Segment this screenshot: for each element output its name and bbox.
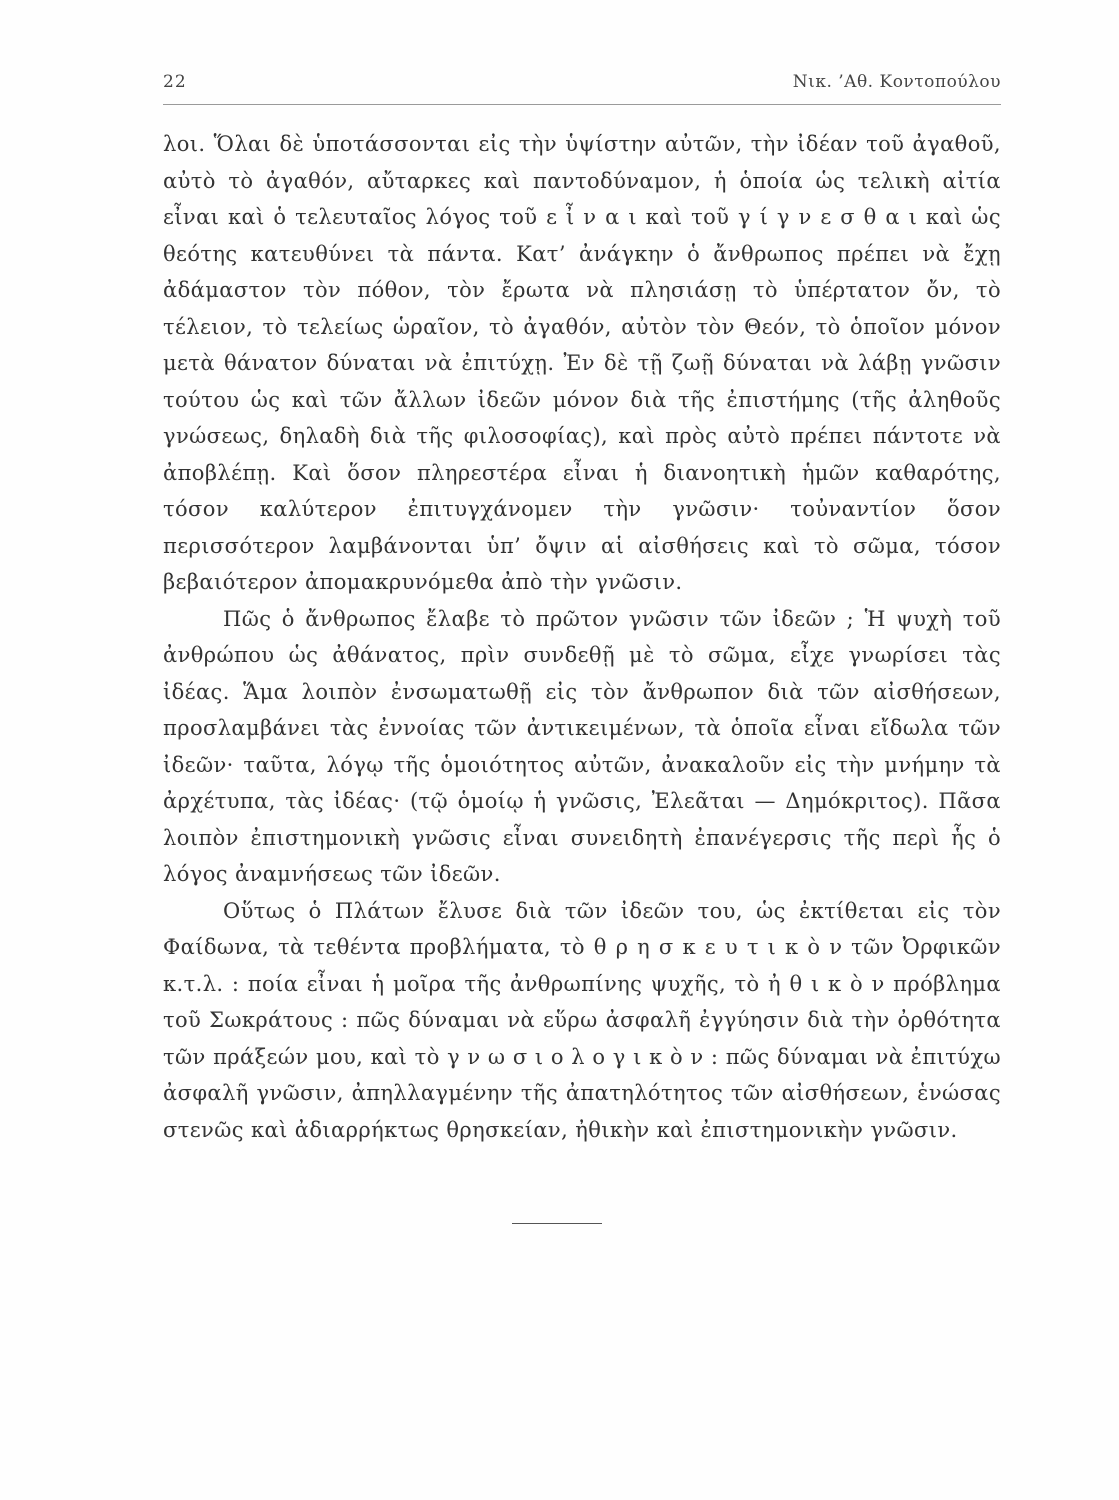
paragraph-3: Οὕτως ὁ Πλάτων ἔλυσε διὰ τῶν ἰδεῶν του, ὡς ἐκτίθεται εἰς τὸν Φαίδωνα, τὰ τεθέντα προβλήματα, τὸ θ ρ η σ κ ε υ τ ι κ ὸ ν τῶν Ὀρφικῶν κ.τ.λ. : ποία εἶναι ἡ μοῖρα τῆς ἀνθρωπίνης ψυχῆς, τὸ ἠ θ ι κ ὸ ν πρόβλημα τοῦ Σωκράτους : πῶς δύναμαι νὰ εὕρω ἀσφαλῆ ἐγγύησιν διὰ τὴν ὀρθότητα τῶν πράξεών μου, καὶ τὸ γ ν ω σ ι ο λ ο γ ι κ ὸ ν : πῶς δύναμαι νὰ ἐπιτύχω ἀσφαλῆ γνῶσιν, ἀπηλλαγμένην τῆς ἀπατηλότητος τῶν αἰσθήσεων, ἑνώσας στενῶς καὶ ἀδιαρρήκτως θρησκείαν, ἠθικὴν καὶ ἐπιστημονικὴν γνῶσιν. xyxy=(163,898,1001,1142)
paragraph-2: Πῶς ὁ ἄνθρωπος ἔλαβε τὸ πρῶτον γνῶσιν τῶν ἰδεῶν ; Ἡ ψυχὴ τοῦ ἀνθρώπου ὡς ἀθάνατος, πρὶν συνδεθῇ μὲ τὸ σῶμα, εἶχε γνωρίσει τὰς ἰδέας. Ἅμα λοιπὸν ἐνσωματωθῇ εἰς τὸν ἄνθρωπον διὰ τῶν αἰσθήσεων, προσλαμβάνει τὰς ἐννοίας τῶν ἀντικειμένων, τὰ ὁποῖα εἶναι εἴδωλα τῶν ἰδεῶν· ταῦτα, λόγῳ τῆς ὁμοιότητος αὐτῶν, ἀνακαλοῦν εἰς τὴν μνήμην τὰ ἀρχέτυπα, τὰς ἰδέας· (τῷ ὁμοίῳ ἡ γνῶσις, Ἐλεᾶται — Δημόκριτος). Πᾶσα λοιπὸν ἐπιστημονικὴ γνῶσις εἶναι συνειδητὴ ἐπανέγερσις τῆς περὶ ἧς ὁ λόγος ἀναμνήσεως τῶν ἰδεῶν. xyxy=(163,606,1001,886)
running-header-author: Νικ. ’Αθ. Κοντοπούλου xyxy=(792,72,1001,92)
end-of-section-rule xyxy=(512,1223,602,1224)
page-number: 22 xyxy=(163,72,187,92)
running-header xyxy=(163,72,1001,100)
header-rule xyxy=(163,104,1001,105)
paragraph-1: λοι. Ὅλαι δὲ ὑποτάσσονται εἰς τὴν ὑψίστην αὐτῶν, τὴν ἰδέαν τοῦ ἀγαθοῦ, αὐτὸ τὸ ἀγαθόν, αὔταρκες καὶ παντοδύναμον, ἡ ὁποία ὡς τελικὴ αἰτία εἶναι καὶ ὁ τελευταῖος λόγος τοῦ ε ἶ ν α ι καὶ τοῦ γ ί γ ν ε σ θ α ι καὶ ὡς θεότης κατευθύνει τὰ πάντα. Κατ’ ἀνάγκην ὁ ἄνθρωπος πρέπει νὰ ἔχῃ ἀδάμαστον τὸν πόθον, τὸν ἔρωτα νὰ πλησιάσῃ τὸ ὑπέρτατον ὄν, τὸ τέλειον, τὸ τελείως ὡραῖον, τὸ ἀγαθόν, αὐτὸν τὸν Θεόν, τὸ ὁποῖον μόνον μετὰ θάνατον δύναται νὰ ἐπιτύχῃ. Ἐν δὲ τῇ ζωῇ δύναται νὰ λάβῃ γνῶσιν τούτου ὡς καὶ τῶν ἄλλων ἰδεῶν μόνον διὰ τῆς ἐπιστήμης (τῆς ἀληθοῦς γνώσεως, δηλαδὴ διὰ τῆς φιλοσοφίας), καὶ πρὸς αὐτὸ πρέπει πάντοτε νὰ ἀποβλέπῃ. Καὶ ὅσον πληρεστέρα εἶναι ἡ διανοητικὴ ἡμῶν καθαρότης, τόσον καλύτερον ἐπιτυγχάνομεν τὴν γνῶσιν· τοὐναντίον ὅσον περισσότερον λαμβάνονται ὑπ’ ὄψιν αἱ αἰσθήσεις καὶ τὸ σῶμα, τόσον βεβαιότερον ἀπομακρυνόμεθα ἀπὸ τὴν γνῶσιν. xyxy=(163,132,1001,594)
body-text xyxy=(163,126,1001,1148)
